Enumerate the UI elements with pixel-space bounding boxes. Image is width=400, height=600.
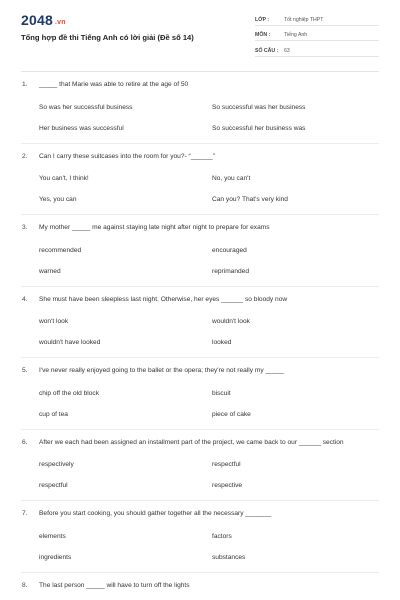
question-divider <box>21 214 379 215</box>
answer-option[interactable]: wouldn't look <box>212 318 250 325</box>
question-item <box>0 295 400 349</box>
question-item <box>0 581 400 592</box>
question-text: Can I carry these suitcases into the room for you?- “______” <box>39 152 215 160</box>
question-text: Before you start cooking, you should gather together all the necessary _______ <box>39 510 272 517</box>
question-divider <box>21 572 379 573</box>
answer-option[interactable]: respectively <box>39 461 74 468</box>
question-item <box>0 366 400 420</box>
answer-option[interactable]: So successful her business was <box>212 124 306 132</box>
logo-suffix: .vn <box>54 19 66 26</box>
answer-option[interactable]: Yes, you can <box>39 196 77 203</box>
question-divider <box>21 429 379 430</box>
answer-option[interactable]: So was her successful business <box>39 103 133 111</box>
question-stem <box>0 366 400 377</box>
question-item <box>0 80 400 134</box>
answer-option[interactable]: respective <box>212 482 243 489</box>
question-item <box>0 152 400 206</box>
answer-option[interactable]: respectful <box>212 461 241 468</box>
meta-row-count <box>255 41 379 57</box>
answer-option[interactable]: Can you? That's very kind <box>212 196 288 203</box>
question-number: 2. <box>22 152 28 160</box>
question-text: The last person _____ will have to turn off the lights <box>39 581 190 589</box>
answer-option[interactable]: wouldn't have looked <box>39 339 101 346</box>
question-stem <box>0 223 400 234</box>
answer-option[interactable]: chip off the old block <box>39 389 99 397</box>
question-text: She must have been sleepless last night. Otherwise, her eyes ______ so bloody now <box>39 295 288 303</box>
answer-options <box>0 174 400 205</box>
question-item <box>0 223 400 277</box>
answer-option[interactable]: No, you can't <box>212 175 251 182</box>
answer-option[interactable]: ingredients <box>39 553 72 561</box>
answer-options <box>0 246 400 277</box>
question-number: 6. <box>22 438 28 446</box>
answer-options <box>0 460 400 491</box>
document-title: Tổng hợp đề thi Tiếng Anh có lời giải (Đề số 14) <box>21 33 194 42</box>
answer-option[interactable]: Her business was successful <box>39 124 124 132</box>
meta-value: Tiếng Anh <box>284 32 308 38</box>
answer-option[interactable]: encouraged <box>212 246 247 254</box>
question-item <box>0 509 400 563</box>
answer-option[interactable]: elements <box>39 532 66 540</box>
question-number: 8. <box>22 581 28 589</box>
exam-meta <box>255 10 379 57</box>
meta-value: Tốt nghiệp THPT <box>284 16 324 23</box>
question-stem <box>0 438 400 449</box>
answer-option[interactable]: So successful was her business <box>212 103 306 111</box>
answer-option[interactable]: substances <box>212 553 246 561</box>
question-divider <box>21 143 379 144</box>
question-divider <box>21 286 379 287</box>
answer-option[interactable]: won't look <box>39 318 69 325</box>
question-number: 7. <box>22 510 28 517</box>
document-header <box>0 0 400 72</box>
meta-row-class <box>255 10 379 26</box>
answer-option[interactable]: piece of cake <box>212 410 251 418</box>
logo-text: 2048 <box>21 12 53 28</box>
question-text: _____ that Marie was able to retire at the age of 50 <box>39 81 189 88</box>
answer-options <box>0 389 400 420</box>
question-number: 5. <box>22 367 28 374</box>
question-stem <box>0 295 400 306</box>
meta-label: MÔN : <box>255 32 271 38</box>
answer-option[interactable]: recommended <box>39 246 82 254</box>
answer-option[interactable]: reprimanded <box>212 267 250 275</box>
answer-option[interactable]: You can't, I think! <box>39 175 89 182</box>
question-stem <box>0 152 400 163</box>
question-stem <box>0 581 400 592</box>
answer-option[interactable]: cup of tea <box>39 410 68 418</box>
answer-options <box>0 317 400 348</box>
question-number: 4. <box>22 295 28 303</box>
answer-option[interactable]: warned <box>39 267 61 275</box>
question-text: I've never really enjoyed going to the ballet or the opera; they're not really my _____ <box>39 367 284 374</box>
question-divider <box>21 357 379 358</box>
answer-option[interactable]: respectful <box>39 482 68 489</box>
question-item <box>0 438 400 492</box>
meta-row-subject <box>255 26 379 42</box>
question-number: 3. <box>22 224 28 231</box>
question-list <box>0 80 400 591</box>
question-text: My mother _____ me against staying late night after night to prepare for exams <box>39 224 270 231</box>
question-number: 1. <box>22 81 28 88</box>
site-logo[interactable] <box>21 12 66 28</box>
meta-value: 63 <box>284 47 290 54</box>
answer-options <box>0 532 400 563</box>
question-divider <box>21 500 379 501</box>
header-divider <box>21 71 379 72</box>
answer-options <box>0 103 400 134</box>
answer-option[interactable]: biscuit <box>212 389 231 397</box>
meta-label: LỚP : <box>255 16 270 23</box>
question-stem <box>0 80 400 91</box>
meta-label: SỐ CÂU : <box>255 47 279 54</box>
answer-option[interactable]: factors <box>212 532 232 540</box>
question-text: After we each had been assigned an installment part of the project, we came back to our ______ section <box>39 438 344 446</box>
question-stem <box>0 509 400 520</box>
answer-option[interactable]: looked <box>212 339 232 346</box>
